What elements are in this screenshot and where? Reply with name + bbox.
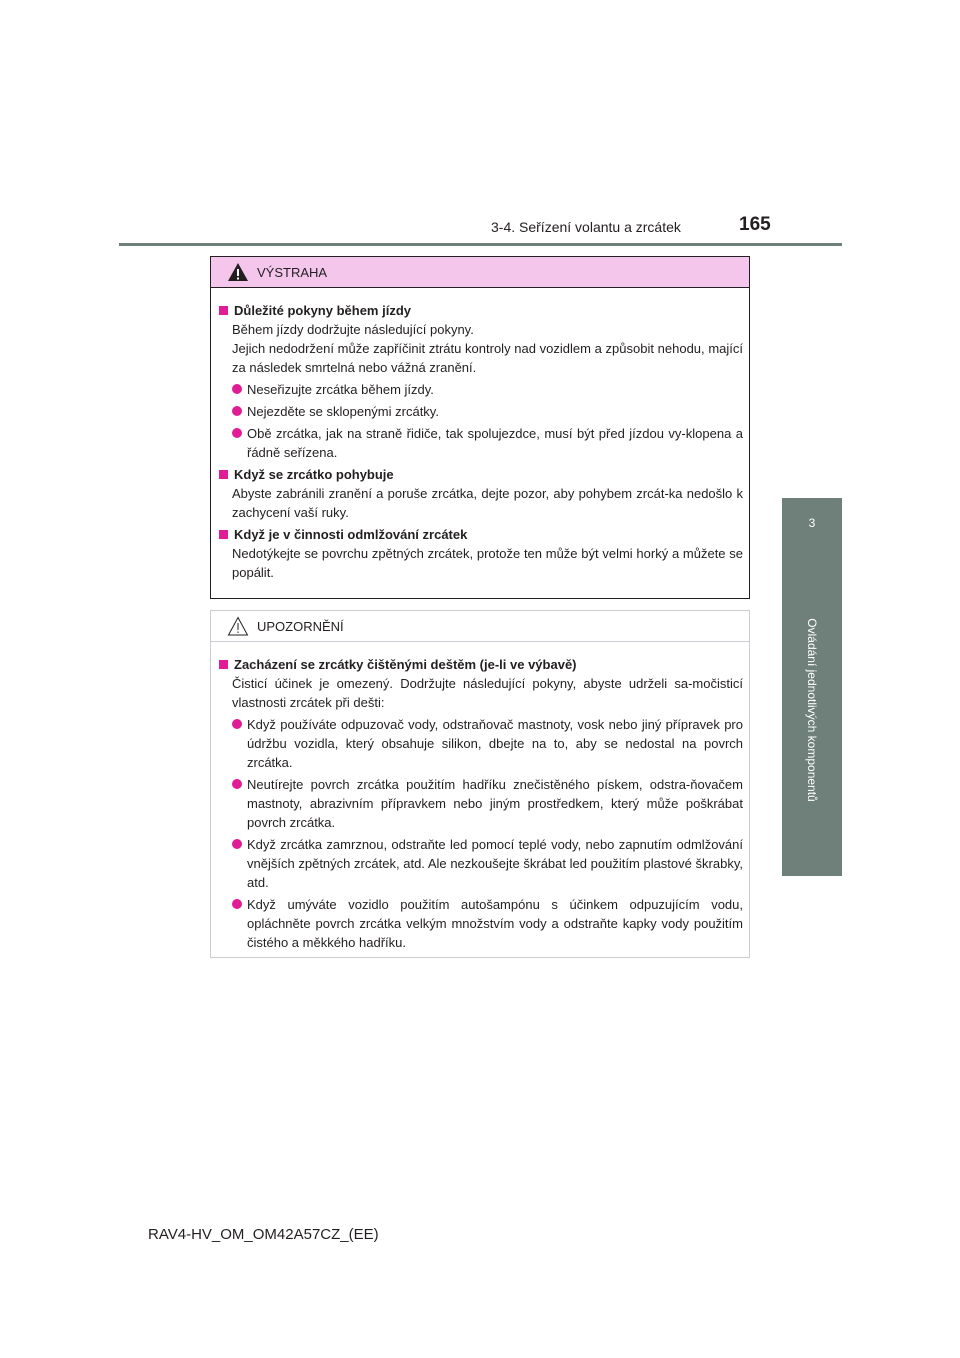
- square-bullet-icon: [219, 306, 228, 315]
- dot-bullet-icon: [232, 384, 242, 394]
- square-bullet-icon: [219, 530, 228, 539]
- bullet-text: Neutírejte povrch zrcátka použitím hadříku znečistěného pískem, odstra-ňovačem mastnoty, abrazivním přípravkem nebo jiným prostředkem, který může poškrábat povrch zrcátka.: [247, 777, 743, 830]
- bullet-text: Obě zrcátka, jak na straně řidiče, tak spolujezdce, musí být před jízdou vy-klopena a řádně seřízena.: [247, 426, 743, 460]
- dot-bullet-icon: [232, 428, 242, 438]
- warning-section-heading: [219, 301, 743, 320]
- caution-outline-triangle-icon: [227, 616, 249, 636]
- bullet-item: [219, 895, 743, 952]
- heading-text: Když se zrcátko pohybuje: [234, 467, 394, 482]
- page-number: 165: [739, 214, 771, 235]
- dot-bullet-icon: [232, 839, 242, 849]
- bullet-item: [219, 775, 743, 832]
- heading-text: Když je v činnosti odmlžování zrcátek: [234, 527, 468, 542]
- caution-box: [210, 610, 750, 958]
- bullet-text: Když zrcátka zamrznou, odstraňte led pomocí teplé vody, nebo zapnutím odmlžování vnějších zpětných zrcátek, atd. Ale nezkoušejte škrábat led použitím plastové škrabky, atd.: [247, 837, 743, 890]
- caution-section-heading: [219, 655, 743, 674]
- warning-paragraph: Během jízdy dodržujte následující pokyny. Jejich nedodržení může zapříčinit ztrátu kontroly nad vozidlem a způsobit nehodu, mající za následek smrtelná nebo vážná zranění.: [232, 322, 743, 375]
- warning-filled-triangle-icon: [227, 262, 249, 282]
- bullet-text: Nejezděte se sklopenými zrcátky.: [247, 404, 439, 419]
- square-bullet-icon: [219, 470, 228, 479]
- caution-header: [211, 611, 749, 642]
- heading-text: Důležité pokyny během jízdy: [234, 303, 411, 318]
- chapter-number: 3: [808, 516, 816, 530]
- heading-text: Zacházení se zrcátky čištěnými deštěm (je-li ve výbavě): [234, 657, 577, 672]
- warning-paragraph: Nedotýkejte se povrchu zpětných zrcátek, protože ten může být velmi horký a můžete se popálit.: [232, 546, 743, 580]
- warning-box: [210, 256, 750, 599]
- document-code: RAV4-HV_OM_OM42A57CZ_(EE): [148, 1226, 379, 1243]
- chapter-title: Ovládání jednotlivých komponentů: [805, 618, 819, 802]
- bullet-text: Neseřizujte zrcátka během jízdy.: [247, 382, 434, 397]
- bullet-item: [219, 380, 743, 399]
- section-title: 3-4. Seřízení volantu a zrcátek: [491, 219, 681, 235]
- warning-paragraph: Abyste zabránili zranění a poruše zrcátka, dejte pozor, aby pohybem zrcát-ka nedošlo k zachycení vaší ruky.: [232, 486, 743, 520]
- dot-bullet-icon: [232, 406, 242, 416]
- warning-title: VÝSTRAHA: [257, 265, 328, 280]
- caution-title: UPOZORNĚNÍ: [257, 619, 344, 634]
- dot-bullet-icon: [232, 899, 242, 909]
- chapter-strip: [782, 558, 842, 876]
- bullet-item: [219, 715, 743, 772]
- square-bullet-icon: [219, 660, 228, 669]
- dot-bullet-icon: [232, 779, 242, 789]
- caution-paragraph: Čisticí účinek je omezený. Dodržujte následující pokyny, abyste udrželi sa-močisticí vlastnosti zrcátek při dešti:: [232, 676, 743, 710]
- bullet-item: [219, 835, 743, 892]
- bullet-item: [219, 402, 743, 421]
- dot-bullet-icon: [232, 719, 242, 729]
- warning-section-heading: [219, 465, 743, 484]
- chapter-tab: [782, 498, 842, 558]
- bullet-item: [219, 424, 743, 462]
- warning-header: [211, 257, 749, 288]
- bullet-text: Když používáte odpuzovač vody, odstraňovač mastnoty, vosk nebo jiný přípravek pro údržbu vozidla, který obsahuje silikon, dbejte na to, aby se nedostal na povrch zrcátka.: [247, 717, 743, 770]
- header-divider: [119, 243, 842, 246]
- warning-section-heading: [219, 525, 743, 544]
- bullet-text: Když umýváte vozidlo použitím autošampónu s účinkem odpuzujícím vodu, opláchněte povrch zrcátka velkým množstvím vody a odstraňte kapky vody použitím čistého a měkkého hadříku.: [247, 897, 743, 950]
